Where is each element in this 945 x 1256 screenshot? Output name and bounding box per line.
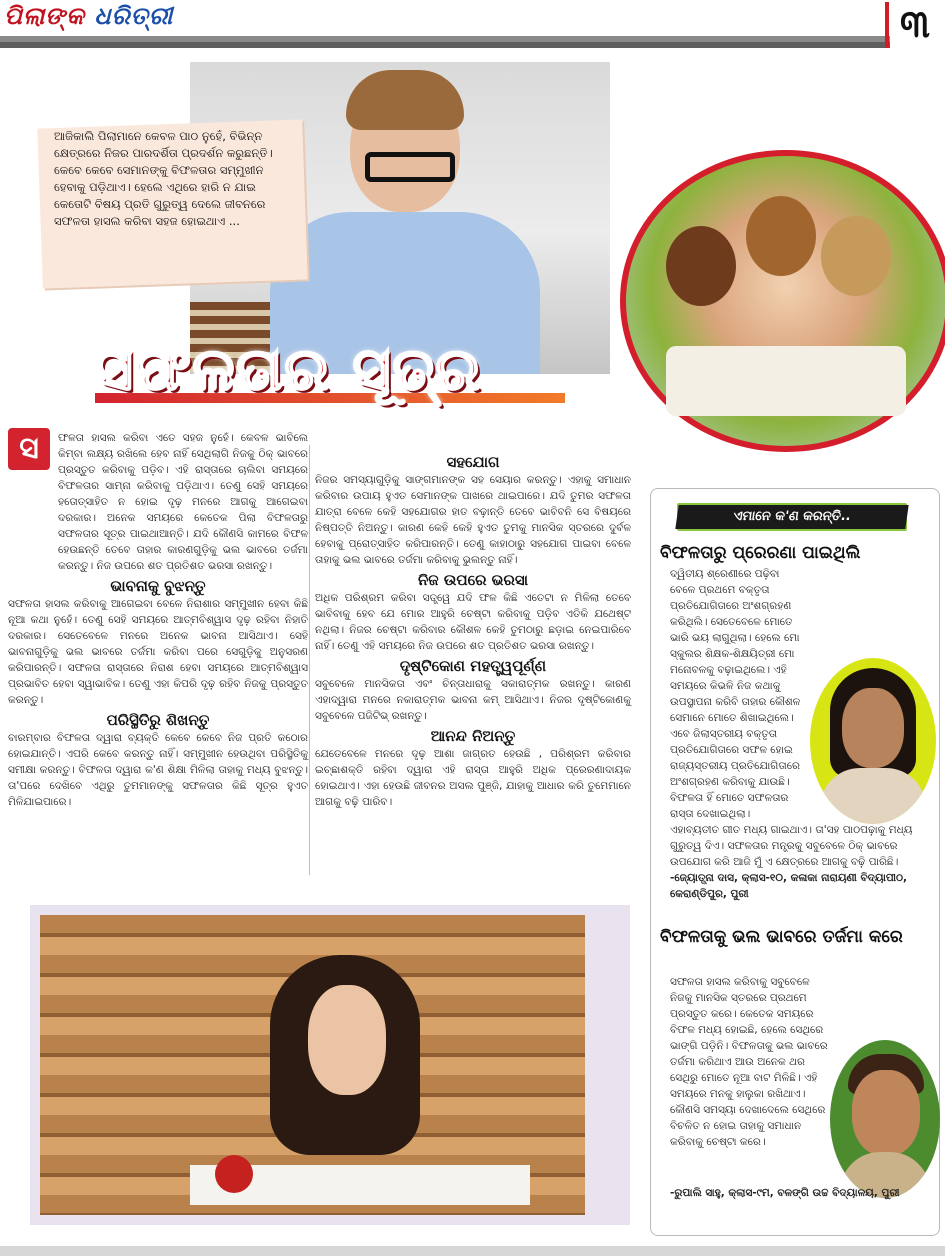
dropcap: ସ	[8, 428, 50, 470]
page-number-rule	[885, 2, 889, 48]
article-column-1	[8, 430, 308, 812]
column-divider	[309, 445, 310, 875]
boy-hair	[346, 70, 464, 130]
subheading-cooperation: ସହଯୋଗ	[446, 453, 500, 471]
student-portrait-2	[830, 1040, 940, 1198]
subheading-situation: ପରିସ୍ଥିତିରୁ ଶିଖନ୍ତୁ	[106, 711, 210, 729]
article-column-2	[315, 450, 631, 812]
subheading-self-trust: ନିଜ ଉପରେ ଭରସା	[417, 571, 529, 589]
subheading-feelings: ଭାବନାକୁ ବୁଝନ୍ତୁ	[110, 577, 206, 595]
portrait-1-body	[820, 768, 926, 824]
kid-head-1	[666, 226, 736, 306]
sidebar-text-1-cont: ଏହାବ୍ୟତୀତ ଗୀତ ମଧ୍ୟ ଗାଇଥାଏ। ତା'ସହ ପାଠପଢ଼ାକୁ ମଧ୍ୟ ଗୁରୁତ୍ୱ ଦିଏ। ସଫଳତାର ମନ୍ତ୍ରକୁ ସବୁବେଳେ ଠିକ୍ ଭାବରେ ଉପଯୋଗ କରି ଆଜି ମୁଁ ଏ କ୍ଷେତ୍ରରେ ଆଗକୁ ବଢ଼ି ପାରିଛି।	[670, 824, 913, 868]
paragraph-cooperation: ନିଜର ସମସ୍ୟାଗୁଡ଼ିକୁ ସାଙ୍ଗମାନଙ୍କ ସହ ସେୟାର କରନ୍ତୁ। ଏହାକୁ ସମାଧାନ କରିବାର ଉପାୟ ହୁଏତ ସେମାନଙ୍କ ପାଖରେ ଥାଇପାରେ। ଯଦି ତୁମର ସଫଳତା ଯାତ୍ରା ବେଳେ କେହି ସହଯୋଗର ହାତ ବଢ଼ାନ୍ତି ତେବେ ଭାବିବନି ସେ ବିଷୟରେ ନିଷ୍ପତ୍ତି ନିଅନ୍ତୁ। କାରଣ କେହି କେହି ହୁଏତ ତୁମକୁ ମାନସିକ ସ୍ତରରେ ଦୁର୍ବଳ ହେବାକୁ ପ୍ରୋତ୍ସାହିତ କରିପାରନ୍ତି। ତେଣୁ କାହାଠାରୁ ସହଯୋଗ ପାଇବା ବେଳେ ତାହାକୁ ଭଲ ଭାବରେ ତର୍ଜମା କରିବାକୁ ଭୁଲନ୍ତୁ ନାହିଁ।	[315, 474, 631, 566]
paragraph-self-trust: ଅଧିକ ପରିଶ୍ରମ କରିବା ସତ୍ତ୍ୱେ ଯଦି ଫଳ କିଛି ଏତେଟା ନ ମିଳିଲା ତେବେ ଭାବିବାକୁ ହେବ ଯେ ମୋର ଆହୁରି ଚେଷ୍ଟା କରିବାକୁ ପଡ଼ିବ ଏତିକି ଯଥେଷ୍ଟ ନଥିଲା। ନିଜର ଚେଷ୍ଟା କରିବାର କୌଶଳ କେହି ତୁମଠାରୁ ଛଡ଼ାଇ ନେଇପାରିବେ ନାହିଁ। ତେଣୁ ଏହି ସମୟରେ ନିଜ ଉପରେ ଶତ ପ୍ରତିଶତ ଭରସା ରଖନ୍ତୁ।	[315, 592, 631, 652]
sidebar-text-2: ସଫଳତା ହାସଲ କରିବାକୁ ସବୁବେଳେ ନିଜକୁ ମାନସିକ ସ୍ତରରେ ପ୍ରଥମେ ପ୍ରସ୍ତୁତ କରେ। କେତେକ ସମୟରେ ବିଫଳ ମଧ୍ୟ ହୋଇଛି, ହେଲେ ସେଥିରେ ଭାଙ୍ଗି ପଡ଼ିନି। ବିଫଳତାକୁ ଭଲ ଭାବରେ ତର୍ଜମା କରିଥାଏ ଆଉ ଅନେକ ଥର ସେଥିରୁ ମୋତେ ନୂଆ ବାଟ ମିଳିଛି। ଏହି ସମୟରେ ମନକୁ ହାଲୁକା ରଖିଥାଏ। କୌଣସି ସମସ୍ୟା ଦେଖାଦେଲେ ସେଥିରେ ବିଚଳିତ ନ ହୋଇ ତାହାକୁ ସମାଧାନ କରିବାକୁ ଚେଷ୍ଟା କରେ।	[670, 976, 828, 1148]
student-portrait-1	[810, 658, 936, 824]
boy-glasses	[365, 152, 455, 182]
page-number: ୩	[900, 2, 930, 46]
sidebar-heading-1: ବିଫଳତାରୁ ପ୍ରେରଣା ପାଇଥିଲି	[660, 543, 861, 563]
paragraph-feelings: ସଫଳତା ହାସଲ କରିବାକୁ ଆଗେଇବା ବେଳେ ନିରାଶାର ସମ୍ମୁଖୀନ ହେବା କିଛି ନୂଆ କଥା ନୁହେଁ। ତେଣୁ ସେହି ସମୟରେ ଆତ୍ମବିଶ୍ୱାସ ଦୃଢ଼ ରହିବା ନିହାତି ଦରକାର। ସେତେବେଳେ ମନରେ ଅନେକ ଭାବନା ଆସିଥାଏ। ସେହି ଭାବନାଗୁଡ଼ିକୁ ଭଲ ଭାବରେ ତର୍ଜମା କରିବା ପରେ ସେଗୁଡ଼ିକୁ ଅନୁସରଣ କରିପାରନ୍ତି। ସଫଳତା ରାସ୍ତାରେ ନିରାଶ ହେବା ସମୟରେ ଆତ୍ମବିଶ୍ୱାସ ପ୍ରଭାବିତ ହେବା ସ୍ୱାଭାବିକ। ତେଣୁ ଏହା କିପରି ଦୃଢ଼ ରହିବ ନିଜକୁ ପ୍ରସ୍ତୁତ କରନ୍ତୁ।	[8, 598, 308, 706]
masthead-main: ପିଲାଙ୍କ	[4, 2, 85, 30]
sidebar-text-1: ଦ୍ୱିତୀୟ ଶ୍ରେଣୀରେ ପଢ଼ିବା ବେଳେ ପ୍ରଥମେ ବକ୍ତୃତା ପ୍ରତିଯୋଗିତାରେ ଅଂଶଗ୍ରହଣ କରିଥିଲି। ସେତେବେଳେ ମୋତେ ଭାରି ଭୟ ଲାଗୁଥିଲା। ହେଲେ ମୋ ସ୍କୁଲର ଶିକ୍ଷକ-ଶିକ୍ଷୟିତ୍ରୀ ମୋ ମନୋବଳକୁ ବଢ଼ାଇଥିଲେ। ଏହି ସମୟରେ କିଭଳି ନିଜ କଥାକୁ ଉପସ୍ଥାପନା କରିବି ତାହାର କୌଶଳ ସେମାନେ ମୋତେ ଶିଖାଇଥିଲେ। ଏବେ ଜିଲାସ୍ତରୀୟ ବକ୍ତୃତା ପ୍ରତିଯୋଗିତାରେ ସଫଳ ହୋଇ ରାଜ୍ୟସ୍ତରୀୟ ପ୍ରତିଯୋଗିତାରେ ଅଂଶଗ୍ରହଣ କରିବାକୁ ଯାଉଛି। ବିଫଳତା ହିଁ ମୋତେ ସଫଳତାର ରାସ୍ତା ଦେଖାଇଥିଲା।	[670, 568, 801, 820]
kids-table	[666, 346, 906, 416]
kid-head-3	[821, 216, 891, 296]
paragraph-intro: ଫଳତା ହାସଲ କରିବା ଏତେ ସହଜ ନୁହେଁ। କେବଳ ଭାବିଲେ କିମ୍ବା ଲକ୍ଷ୍ୟ ରଖିଲେ ହେବ ନାହିଁ ସେଥିଲାଗି ନିଜକୁ ଠିକ୍ ଭାବରେ ପ୍ରସ୍ତୁତ କରିବାକୁ ପଡ଼ିବ। ଏହି ରାସ୍ତାରେ ଚାଲିବା ସମୟରେ ବିଫଳତାର ସାମ୍ନା କରିବାକୁ ପଡ଼ିଥାଏ। ତେଣୁ ସେହି ସମୟରେ ହତୋତ୍ସାହିତ ନ ହୋଇ ଦୃଢ଼ ମନରେ ଆଗକୁ ଆଗେଇବା ଦରକାର। ଅନେକ ସମୟରେ କେତେକ ପିଲା ବିଫଳତାରୁ ସଫଳତାର ସୂତ୍ର ପାଇଥାଆନ୍ତି। ଯଦି କୌଣସି କାମରେ ବିଫଳ ହେଉଛନ୍ତି ତେବେ ତାହାର କାରଣଗୁଡ଼ିକୁ ଭଲ ଭାବରେ ତର୍ଜମା କରନ୍ତୁ। ନିଜ ଉପରେ ଶତ ପ୍ରତିଶତ ଭରସା ରଖନ୍ତୁ।	[58, 432, 308, 572]
apple	[215, 1155, 253, 1193]
portrait-1-face	[842, 688, 904, 768]
masthead	[4, 2, 173, 30]
page-title: ସଫଳତାର ସୂତ୍ର	[95, 335, 482, 403]
girl-photo	[40, 915, 585, 1215]
subheading-joy: ଆନନ୍ଦ ନିଅନ୍ତୁ	[430, 727, 516, 745]
sidebar-heading-2: ବିଫଳତାକୁ ଭଲ ଭାବରେ ତର୍ଜମା କରେ	[660, 927, 903, 947]
sidebar-banner: ଏମାନେ କ'ଣ କରନ୍ତି..	[675, 505, 908, 529]
byline-1: -ଜ୍ୟୋତ୍ସ୍ନା ଦାସ, କ୍ଲାସ-୧୦, କଳାକା ନାରାୟଣୀ ବିଦ୍ୟାପୀଠ, କେରାଣ୍ଡିପୁର, ପୁରୀ	[670, 872, 908, 900]
girl-face	[308, 985, 386, 1095]
paragraph-joy: ଯେତେବେଳେ ମନରେ ଦୃଢ଼ ଆଶା ଜାଗ୍ରତ ହେଉଛି , ପରିଶ୍ରମ କରିବାର ଇଚ୍ଛାଶକ୍ତି ରହିବା ଦ୍ୱାରା ଏହି ରାସ୍ତା ଆହୁରି ଅଧିକ ପ୍ରେରଣାଦାୟକ ହୋଇଥାଏ। ଏହା ହେଉଛି ଜୀବନର ଅସଲ ପୁଞ୍ଜି, ଯାହାକୁ ଆଧାର କରି ତୁମେମାନେ ଆଗକୁ ବଢ଼ି ପାରିବ।	[315, 748, 631, 808]
kid-head-2	[746, 196, 816, 276]
subheading-perspective: ଦୃଷ୍ଟିକୋଣ ମହତ୍ତ୍ୱପୂର୍ଣ୍ଣ	[399, 657, 547, 675]
kids-photo	[620, 150, 945, 452]
masthead-section: ଧରିତ୍ରୀ	[94, 2, 174, 30]
sidebar-text-1b	[670, 822, 932, 902]
paragraph-situation: ବାରମ୍ବାର ବିଫଳତା ଦ୍ୱାରା ବ୍ୟକ୍ତି କେବେ କେବେ ନିଜ ପ୍ରତି କଠୋର ହୋଇଯାନ୍ତି। ଏପରି କେବେ କରନ୍ତୁ ନାହିଁ। ସମ୍ମୁଖୀନ ହେଉଥିବା ପରିସ୍ଥିତିକୁ ସମୀକ୍ଷା କରନ୍ତୁ। ବିଫଳତା ଦ୍ୱାରା କ'ଣ ଶିକ୍ଷା ମିଳିଲା ତାହାକୁ ମଧ୍ୟ ବୁଝନ୍ତୁ। ତା'ପରେ ଦେଖିବେ ଏଥିରୁ ତୁମମାନଙ୍କୁ ସଫଳତାର କିଛି ସୂତ୍ର ହୁଏତ ମିଳିଯାଇପାରେ।	[8, 732, 308, 808]
header-rule-dark	[0, 42, 890, 48]
portrait-2-face	[852, 1070, 920, 1156]
paragraph-perspective: ସବୁବେଳେ ମାନସିକତା ଏବଂ ଚିନ୍ତାଧାରାକୁ ସକାରାତ୍ମକ ରଖନ୍ତୁ। କାରଣ ଏହାଦ୍ୱାରା ମନରେ ନକାରାତ୍ମକ ଭାବନା କମ୍ ଆସିଥାଏ। ନିଜର ଦୃଷ୍ଟିକୋଣକୁ ସବୁବେଳେ ପଜିଟିଭ୍ ରଖନ୍ତୁ।	[315, 678, 631, 722]
footer-rule	[0, 1246, 945, 1256]
byline-2: -ରୁପାଲି ସାହୁ, କ୍ଲାସ-୯ମ, ବଳଙ୍ଗି ଉଚ୍ଚ ବିଦ୍ୟାଳୟ, ପୁରୀ	[670, 1187, 900, 1199]
intro-text: ଆଜିକାଲି ପିଲାମାନେ କେବଳ ପାଠ ନୁହେଁ, ବିଭିନ୍ନ କ୍ଷେତ୍ରରେ ନିଜର ପାରଦର୍ଶିତା ପ୍ରଦର୍ଶନ କରୁଛନ୍ତି। କେବେ କେବେ ସେମାନଙ୍କୁ ବିଫଳତାର ସମ୍ମୁଖୀନ ହେବାକୁ ପଡ଼ିଥାଏ। ହେଲେ ଏଥିରେ ହାରି ନ ଯାଇ କେତୋଟି ବିଷୟ ପ୍ରତି ଗୁରୁତ୍ୱ ଦେଲେ ଜୀବନରେ ସଫଳତା ହାସଲ କରିବା ସହଜ ହୋଇଥାଏ ...	[54, 129, 273, 228]
